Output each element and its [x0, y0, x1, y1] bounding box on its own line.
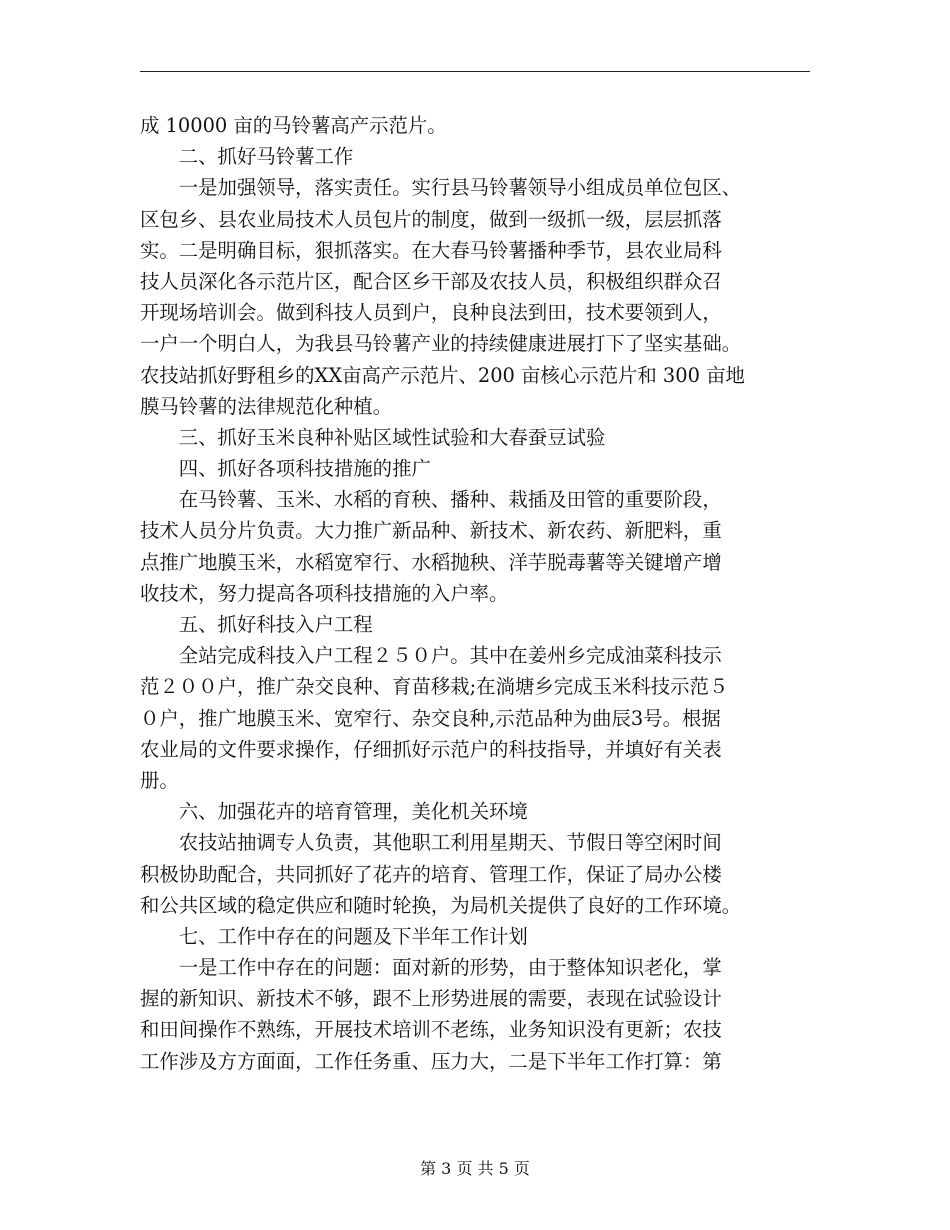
text-line: 膜马铃薯的法律规范化种植。 [140, 394, 393, 418]
text-line: 和公共区域的稳定供应和随时轮换，为局机关提供了良好的工作环境。 [140, 893, 742, 917]
text-line: 积极协助配合，共同抓好了花卉的培育、管理工作，保证了局办公楼 [140, 862, 722, 886]
text-line: 农技站抽调专人负责，其他职工利用星期天、节假日等空闲时间 [140, 831, 722, 855]
text-line: 技术人员分片负责。大力推广新品种、新技术、新农药、新肥料，重 [140, 519, 722, 543]
text-line: 握的新知识、新技术不够，跟不上形势进展的需要，表现在试验设计 [140, 987, 722, 1011]
text-line: ０户，推广地膜玉米、宽窄行、杂交良种,示范品种为曲辰3号。根据 [140, 706, 721, 730]
section-heading: 三、抓好玉米良种补贴区域性试验和大春蚕豆试验 [140, 425, 606, 449]
section-heading: 六、加强花卉的培育管理，美化机关环境 [140, 800, 528, 824]
text-line: 一户一个明白人，为我县马铃薯产业的持续健康进展打下了坚实基础。 [140, 332, 742, 356]
text-line: 册。 [140, 768, 179, 792]
text-line: 收技术，努力提高各项科技措施的入户率。 [140, 581, 509, 605]
section-heading: 四、抓好各项科技措施的推广 [140, 457, 431, 481]
text-line: 区包乡、县农业局技术人员包片的制度，做到一级抓一级，层层抓落 [140, 207, 722, 231]
text-line: 在马铃薯、玉米、水稻的育秧、播种、栽插及田管的重要阶段， [140, 488, 722, 512]
text-line: 农业局的文件要求操作，仔细抓好示范户的科技指导，并填好有关表 [140, 737, 722, 761]
text-line: 一是工作中存在的问题：面对新的形势，由于整体知识老化，掌 [140, 956, 722, 980]
section-heading: 五、抓好科技入户工程 [140, 613, 373, 636]
text-line: 范２００户，推广杂交良种、育苗移栽;在淌塘乡完成玉米科技示范５ [140, 675, 729, 699]
text-line: 一是加强领导，落实责任。实行县马铃薯领导小组成员单位包区、 [140, 176, 742, 200]
text-line: 和田间操作不熟练，开展技术培训不老练，业务知识没有更新；农技 [140, 1018, 722, 1042]
document-body [140, 110, 812, 1077]
text-line: 全站完成科技入户工程２５０户。其中在姜州乡完成油菜科技示 [140, 644, 722, 668]
text-line: 实。二是明确目标，狠抓落实。在大春马铃薯播种季节，县农业局科 [140, 238, 722, 262]
text-line: 工作涉及方方面面，工作任务重、压力大，二是下半年工作打算：第 [140, 1049, 722, 1073]
section-heading: 七、工作中存在的问题及下半年工作计划 [140, 924, 528, 948]
text-line: 农技站抓好野租乡的XX亩高产示范片、200 亩核心示范片和 300 亩地 [140, 363, 745, 387]
text-line: 开现场培训会。做到科技人员到户，良种良法到田，技术要领到人， [140, 301, 722, 325]
section-heading: 二、抓好马铃薯工作 [140, 145, 354, 169]
text-line: 成 10000 亩的马铃薯高产示范片。 [140, 114, 447, 137]
page-footer: 第 3 页 共 5 页 [420, 1159, 530, 1178]
text-line: 技人员深化各示范片区，配合区乡干部及农技人员，积极组织群众召 [140, 269, 722, 293]
header-rule [140, 71, 810, 72]
text-line: 点推广地膜玉米，水稻宽窄行、水稻抛秧、洋芋脱毒薯等关键增产增 [140, 550, 722, 574]
